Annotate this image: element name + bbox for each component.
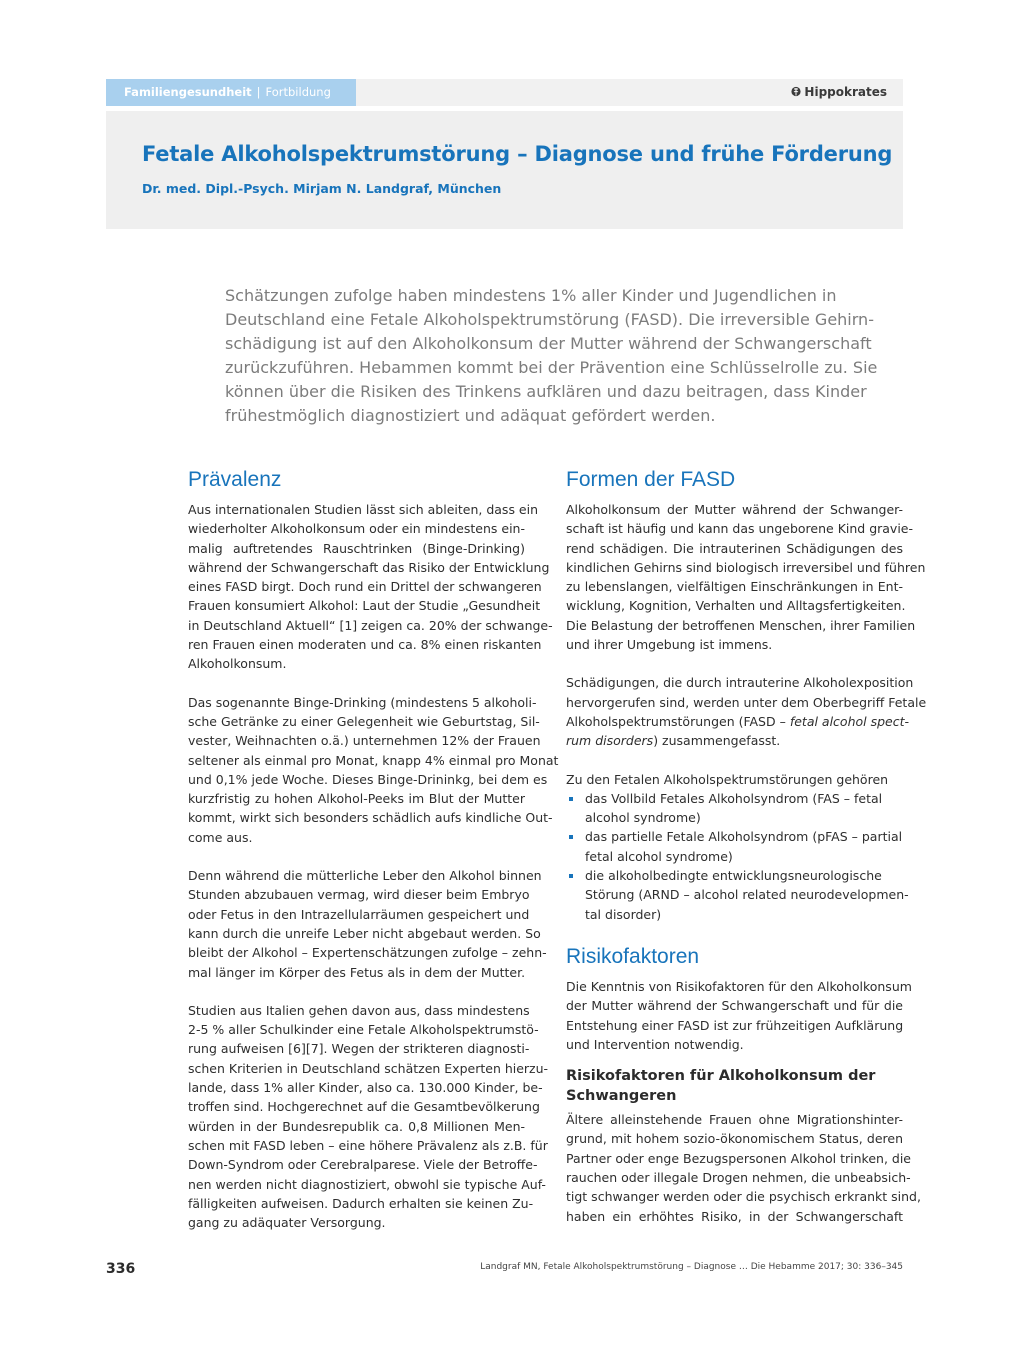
- text-line: Alkoholkonsum.: [188, 656, 287, 672]
- text-line: grund, mit hohem sozio-ökonomischem Status, deren: [566, 1131, 903, 1147]
- text-line: Alkoholkonsum der Mutter während der Schwanger-: [566, 502, 903, 517]
- text-line: seltener als einmal pro Monat, knapp 4% einmal pro Monat: [188, 752, 559, 768]
- text-line: Down-Syndrom oder Cerebralparese. Viele der Betroffe-: [188, 1157, 538, 1173]
- text-line: Frauen konsumiert Alkohol: Laut der Studie „Gesundheit: [188, 598, 541, 614]
- paragraph: [566, 673, 927, 750]
- text-line: kommt, wirkt sich besonders schädlich aufs kindliche Out-: [188, 810, 553, 826]
- text-line: lande, dass 1% aller Kinder, also ca. 130.000 Kinder, be-: [188, 1080, 543, 1096]
- section-tab: [106, 79, 356, 106]
- text-line: Ältere alleinstehende Frauen ohne Migrationshinter-: [566, 1112, 903, 1128]
- section-separator: |: [256, 85, 261, 99]
- text-line: Das sogenannte Binge-Drinking (mindestens 5 alkoholi-: [188, 694, 537, 710]
- text-line: Entstehung einer FASD ist zur frühzeitigen Aufklärung: [566, 1017, 904, 1033]
- subsection-label: Fortbildung: [265, 85, 331, 99]
- paragraph: [188, 866, 547, 982]
- text-line: und ihrer Umgebung ist immens.: [566, 637, 773, 653]
- text-line: Studien aus Italien gehen davon aus, dass mindestens: [188, 1002, 530, 1018]
- journal-header-bar: [106, 79, 903, 106]
- text-line: fetal alcohol syndrome): [585, 848, 733, 864]
- text-line: rung aufweisen [6][7]. Wegen der strikteren diagnosti-: [188, 1041, 530, 1057]
- text-line: schen mit FASD leben – eine höhere Prävalenz als z.B. für: [188, 1137, 548, 1153]
- text-line: vester, Weihnachten o.ä.) unternehmen 12% der Frauen: [188, 733, 541, 749]
- text-line: Schädigungen, die durch intrauterine Alkoholexposition: [566, 675, 914, 691]
- text-line: Stunden abzubauen vermag, wird dieser beim Embryo: [188, 887, 530, 903]
- text-line: hervorgerufen sind, werden unter dem Oberbegriff Fetale: [566, 694, 927, 710]
- lead-line: Deutschland eine Fetale Alkoholspektrumstörung (FASD). Die irreversible Gehirn-: [225, 310, 874, 329]
- list-item: [566, 789, 903, 828]
- right-column: [566, 467, 927, 1226]
- text-line: 2-5 % aller Schulkinder eine Fetale Alkoholspektrumstö-: [188, 1022, 539, 1038]
- lead-line: frühestmöglich diagnostiziert und adäquat gefördert werden.: [225, 406, 716, 425]
- text-line: wicklung, Kognition, Verhalten und Alltagsfertigkeiten.: [566, 598, 906, 614]
- subheading-risikofaktoren-alkoholkonsum: Risikofaktoren für Alkoholkonsum der Schwangeren: [566, 1068, 876, 1105]
- text-line: Störung (ARND – alcohol related neurodevelopmen-: [585, 887, 909, 903]
- text-line: und Intervention notwendig.: [566, 1036, 744, 1052]
- text-line: tal disorder): [585, 906, 662, 922]
- section-heading-risikofaktoren: Risikofaktoren: [566, 944, 700, 968]
- text-line: während der Schwangerschaft das Risiko der Entwicklung: [188, 559, 550, 575]
- list-intro: Zu den Fetalen Alkoholspektrumstörungen gehören: [566, 771, 889, 787]
- footer-citation: Landgraf MN, Fetale Alkoholspektrumstörung – Diagnose … Die Hebamme 2017; 30: 336–345: [480, 1262, 903, 1272]
- text-line: schaft ist häufig und kann das ungeborene Kind gravie-: [566, 521, 913, 537]
- italic-term: fetal alcohol spect-: [789, 713, 910, 729]
- text-line: schen Kriterien in Deutschland schätzen Experten hierzu-: [188, 1060, 549, 1076]
- text-fragment: ) zusammengefasst.: [653, 733, 781, 749]
- paragraph: [188, 693, 559, 847]
- text-line: zu lebenslangen, vielfältigen Einschränkungen in Ent-: [566, 579, 903, 595]
- text-fragment: Alkoholspektrumstörungen (FASD –: [566, 713, 790, 729]
- text-line: wiederholter Alkoholkonsum oder ein mindestens ein-: [188, 521, 525, 537]
- paragraph: [566, 1110, 921, 1226]
- text-line: eines FASD birgt. Doch rund ein Drittel der schwangeren: [188, 579, 542, 595]
- text-line: mal länger im Körper des Fetus als in dem der Mutter.: [188, 964, 526, 980]
- paragraph: [188, 500, 553, 674]
- text-line: rend schädigen. Die intrauterinen Schädigungen des: [566, 540, 903, 556]
- text-line: Partner oder enge Bezugspersonen Alkohol trinken, die: [566, 1150, 911, 1166]
- lead-line: zurückzuführen. Hebammen kommt bei der Prävention eine Schlüsselrolle zu. Sie: [225, 358, 878, 377]
- text-line: kann durch die unreife Leber nicht abgebaut werden. So: [188, 925, 541, 941]
- text-line: bleibt der Alkohol – Expertenschätzungen zufolge – zehn-: [188, 945, 547, 961]
- lead-line: können über die Risiken des Trinkens aufklären und dazu beitragen, dass Kinder: [225, 382, 867, 401]
- text-line: die alkoholbedingte entwicklungsneurologische: [585, 868, 882, 884]
- section-heading-praevalenz: Prävalenz: [188, 468, 282, 491]
- text-line: sche Getränke zu einer Gelegenheit wie Geburtstag, Sil-: [188, 713, 540, 729]
- text-line: und 0,1% jede Woche. Dieses Binge-Drininkg, bei dem es: [188, 771, 548, 787]
- lead-paragraph: [225, 284, 878, 428]
- text-line: kurzfristig zu hohen Alkohol-Peeks im Blut der Mutter: [188, 791, 525, 807]
- italic-term: rum disorders: [566, 733, 654, 749]
- fasd-forms-list: [566, 789, 909, 924]
- text-line: tigt schwanger werden oder die psychisch erkrankt sind,: [566, 1189, 921, 1205]
- text-line: das Vollbild Fetales Alkoholsyndrom (FAS – fetal: [585, 790, 883, 806]
- text-line: oder Fetus in den Intrazellularräumen gespeichert und: [188, 906, 530, 922]
- text-line: malig auftretendes Rauschtrinken (Binge-Drinking): [188, 540, 525, 556]
- article-title: Fetale Alkoholspektrumstörung – Diagnose und frühe Förderung: [142, 142, 893, 166]
- article-author: Dr. med. Dipl.-Psych. Mirjam N. Landgraf, München: [142, 181, 502, 196]
- text-line: nen werden nicht diagnostiziert, obwohl sie typische Auf-: [188, 1176, 546, 1192]
- text-line: [566, 712, 910, 731]
- list-item: [566, 866, 909, 924]
- article-title-box: [106, 111, 903, 229]
- paragraph: [566, 977, 912, 1054]
- text-line: in Deutschland Aktuell“ [1] zeigen ca. 20% der schwange-: [188, 617, 553, 633]
- text-line: ren Frauen einen moderaten und ca. 8% einen riskanten: [188, 637, 542, 653]
- text-line: [566, 731, 903, 750]
- list-item: [566, 827, 903, 866]
- lead-line: schädigung ist auf den Alkoholkonsum der Mutter während der Schwangerschaft: [225, 334, 872, 353]
- left-column: [188, 467, 559, 1232]
- text-line: haben ein erhöhtes Risiko, in der Schwangerschaft: [566, 1208, 903, 1224]
- paragraph: [188, 1001, 549, 1233]
- text-line: würden in der Bundesrepublik ca. 0,8 Millionen Men-: [188, 1118, 525, 1134]
- text-line: Denn während die mütterliche Leber den Alkohol binnen: [188, 868, 542, 884]
- text-line: der Mutter während der Schwangerschaft und für die: [566, 998, 903, 1014]
- section-heading-formen: Formen der FASD: [566, 468, 736, 491]
- paragraph: [566, 500, 926, 654]
- text-line: Aus internationalen Studien lässt sich ableiten, dass ein: [188, 502, 539, 517]
- page-number: 336: [106, 1261, 136, 1277]
- publisher-brand: [791, 79, 887, 106]
- text-line: kindlichen Gehirns sind biologisch irreversibel und führen: [566, 559, 926, 575]
- text-line: rauchen oder illegale Drogen nehmen, die unbeabsich-: [566, 1170, 911, 1186]
- hippokrates-logo-icon: [791, 86, 801, 97]
- section-label: Familiengesundheit: [124, 85, 252, 99]
- text-line: fälligkeiten aufweisen. Dadurch erhalten sie keinen Zu-: [188, 1195, 534, 1211]
- text-line: troffen sind. Hochgerechnet auf die Gesamtbevölkerung: [188, 1099, 540, 1115]
- text-line: Die Kenntnis von Risikofaktoren für den Alkoholkonsum: [566, 978, 912, 994]
- text-line: Die Belastung der betroffenen Menschen, ihrer Familien: [566, 617, 916, 633]
- lead-line: Schätzungen zufolge haben mindestens 1% aller Kinder und Jugendlichen in: [225, 286, 837, 305]
- text-line: gang zu adäquater Versorgung.: [188, 1215, 386, 1231]
- publisher-name: Hippokrates: [804, 85, 887, 99]
- text-line: das partielle Fetale Alkoholsyndrom (pFAS – partial: [585, 829, 903, 845]
- text-line: come aus.: [188, 829, 253, 845]
- text-line: alcohol syndrome): [585, 810, 701, 826]
